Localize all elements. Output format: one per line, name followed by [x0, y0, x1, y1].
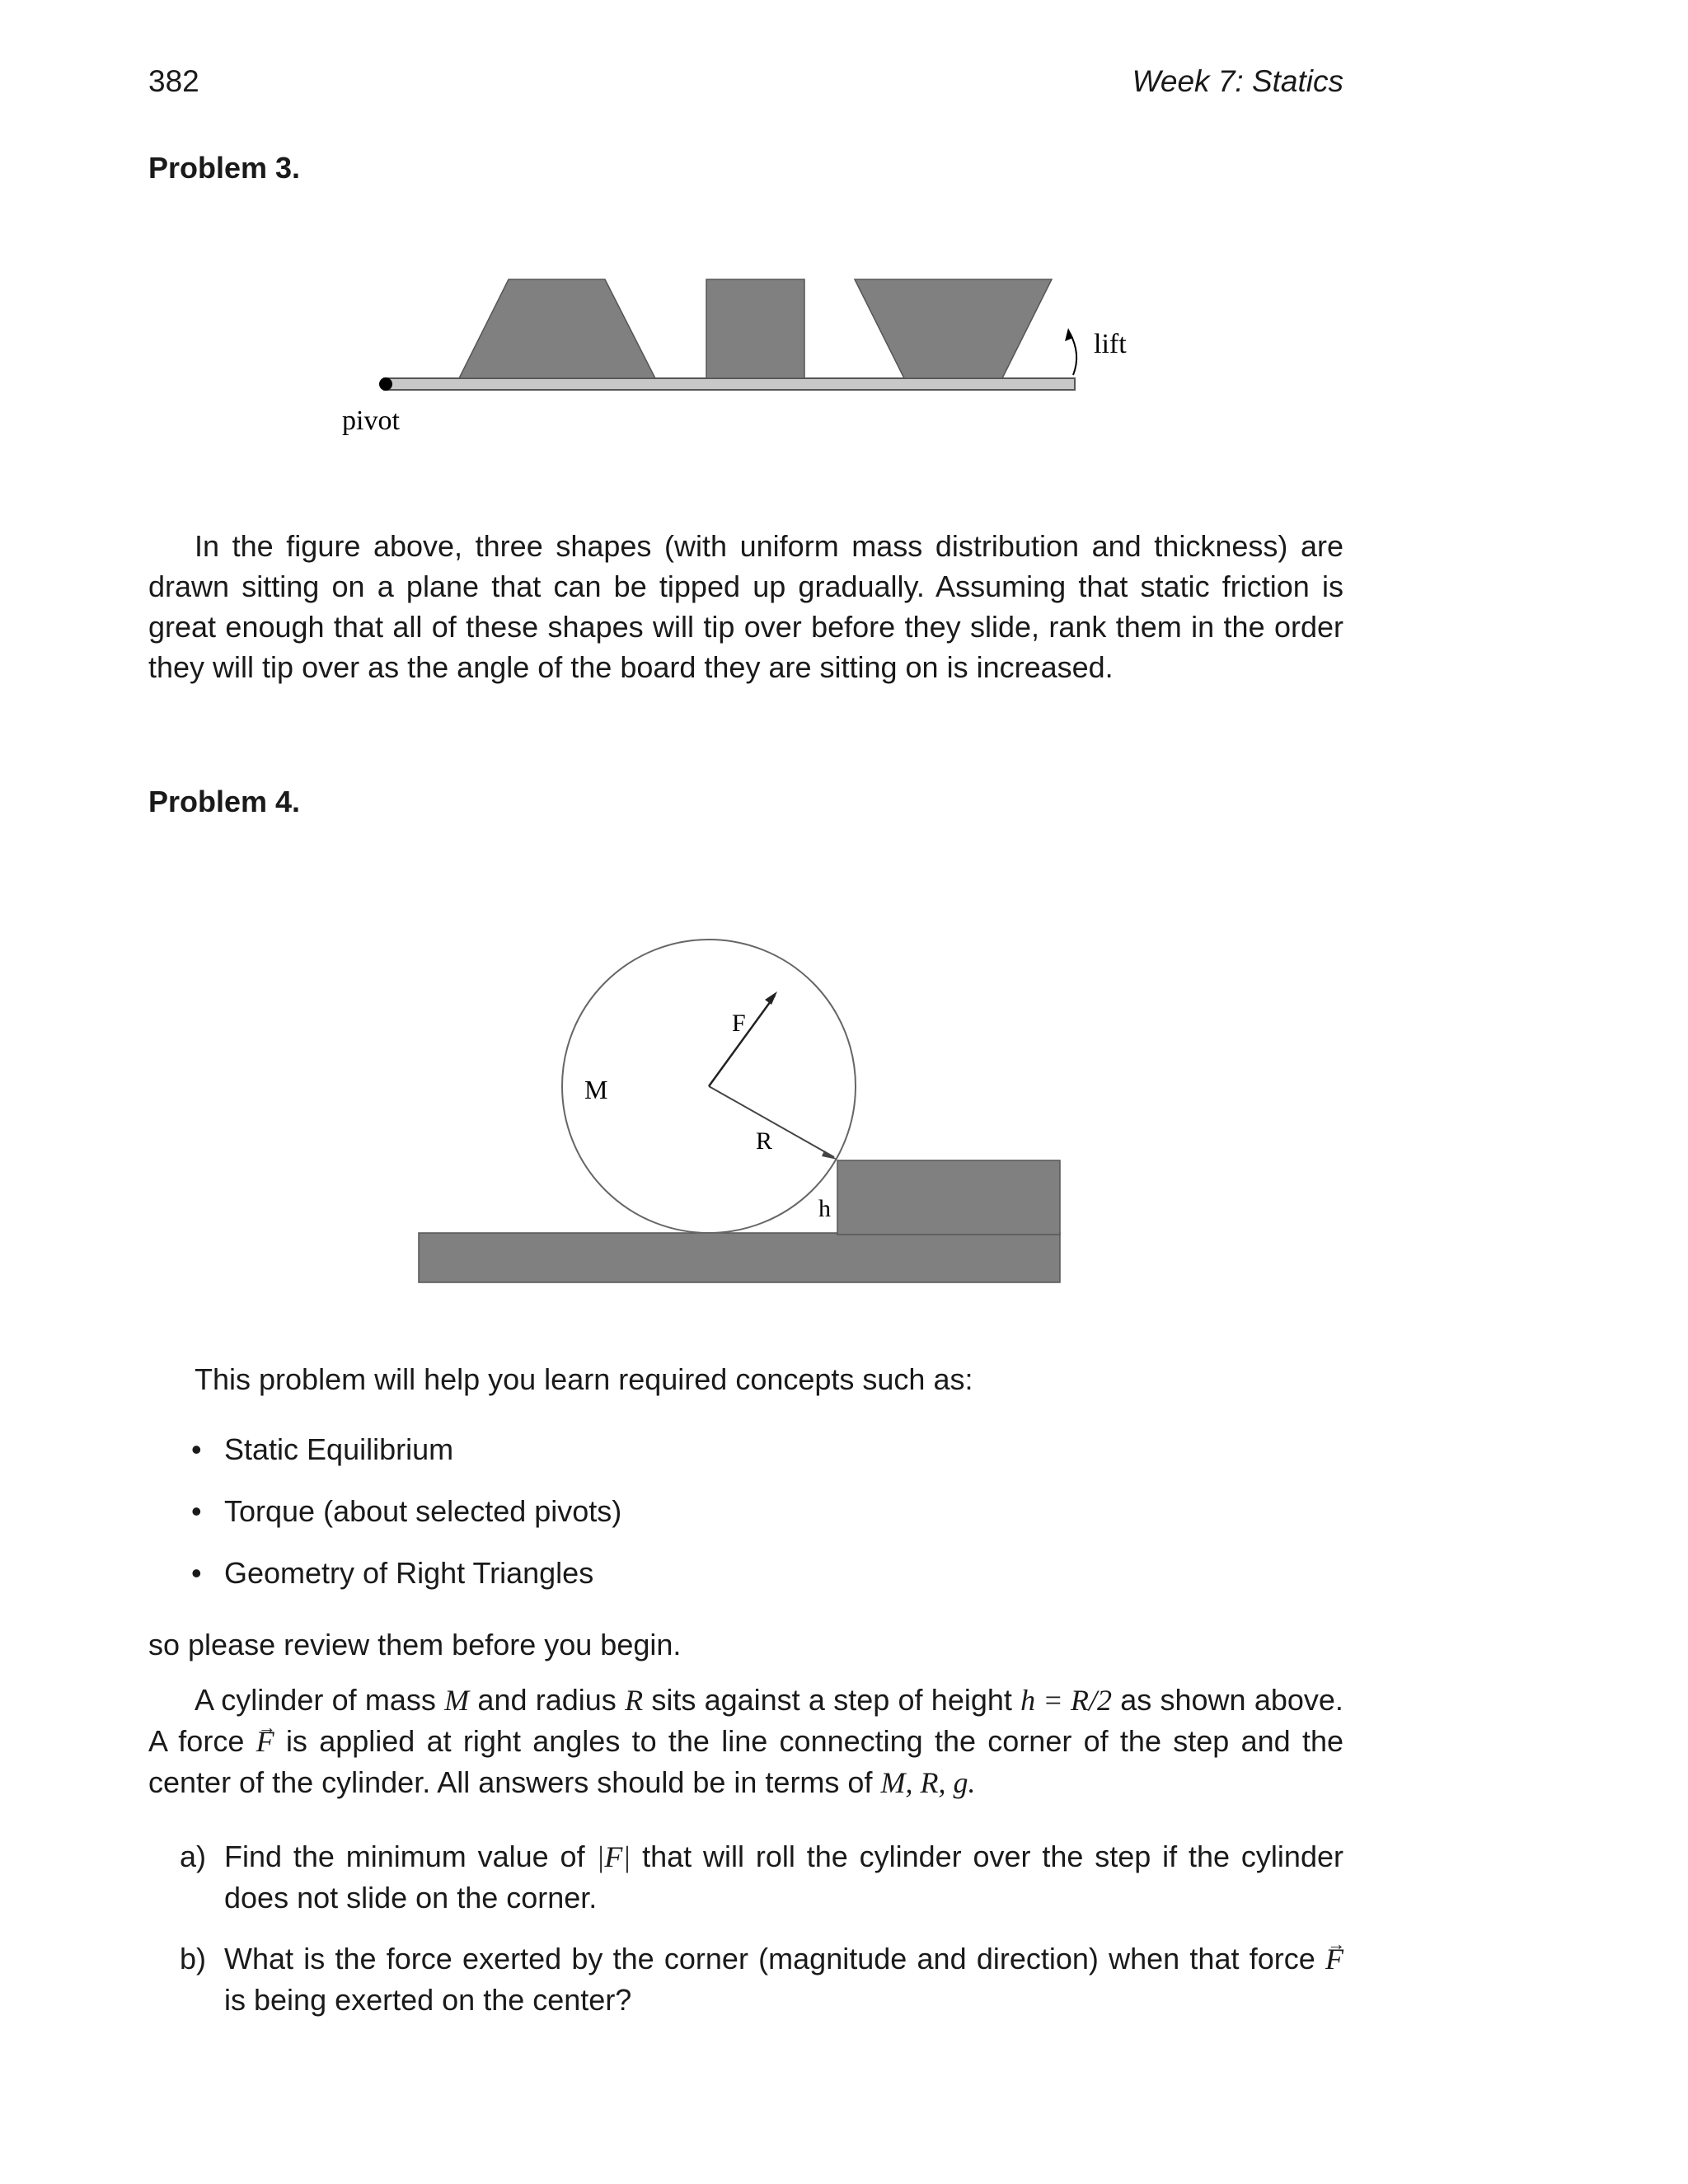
trapezoid-shape	[459, 279, 655, 378]
mass-label: M	[584, 1075, 608, 1104]
problem-3-figure	[0, 0, 1688, 511]
height-label: h	[818, 1195, 831, 1222]
lift-arrow-head	[1065, 328, 1073, 341]
bullet-icon: •	[191, 1494, 202, 1528]
inverted-trapezoid-shape	[855, 279, 1052, 378]
force-arrow-head	[765, 991, 777, 1005]
pivot-label: pivot	[342, 405, 400, 436]
question-a: a) Find the minimum value of |F| that will roll the cylinder over the step if the cylinder does not slide on the corner.	[180, 1840, 1343, 1915]
rectangle-shape	[706, 279, 804, 378]
page-number: 382	[148, 64, 199, 98]
concept-item: • Static Equilibrium	[191, 1432, 454, 1466]
review-note: so please review them before you begin.	[148, 1628, 682, 1661]
problem-4-figure	[0, 907, 1688, 1294]
chapter-title: Week 7: Statics	[1132, 64, 1343, 98]
force-label: F	[732, 1010, 746, 1037]
radius-label: R	[756, 1127, 773, 1155]
floor-block	[419, 1233, 1060, 1282]
question-b: b) What is the force exerted by the corner (magnitude and direction) when that force F → is being exerted on the center?	[180, 1938, 1343, 2021]
problem-4-statement: A cylinder of mass M and radius R sits against a step of height h = R/2 as shown above. A force F → is applied at right angles to the line connecting the corner of the step and the center of the cylinder. All answers should be in terms of M, R, g.	[148, 1680, 1343, 1803]
bullet-icon: •	[191, 1556, 202, 1590]
tilting-board	[384, 378, 1075, 390]
concept-item: • Geometry of Right Triangles	[191, 1556, 594, 1590]
bullet-icon: •	[191, 1432, 202, 1466]
radius-arrow-head	[822, 1151, 837, 1160]
lift-label: lift	[1094, 329, 1127, 359]
problem-3-heading: Problem 3.	[148, 151, 301, 185]
concepts-intro: This problem will help you learn required concepts such as:	[195, 1362, 973, 1396]
concept-item: • Torque (about selected pivots)	[191, 1494, 622, 1528]
lift-arrow	[1070, 333, 1076, 375]
problem-3-text: In the figure above, three shapes (with uniform mass distribution and thickness) are drawn sitting on a plane that can be tipped up gradually. Assuming that static friction is great enough that all of these shapes will tip over before they slide, rank them in the order they will tip over as the angle of the board they are sitting on is increased.	[148, 529, 1343, 684]
pivot-point	[379, 377, 392, 391]
problem-4-heading: Problem 4.	[148, 785, 301, 818]
step-block	[837, 1160, 1060, 1235]
